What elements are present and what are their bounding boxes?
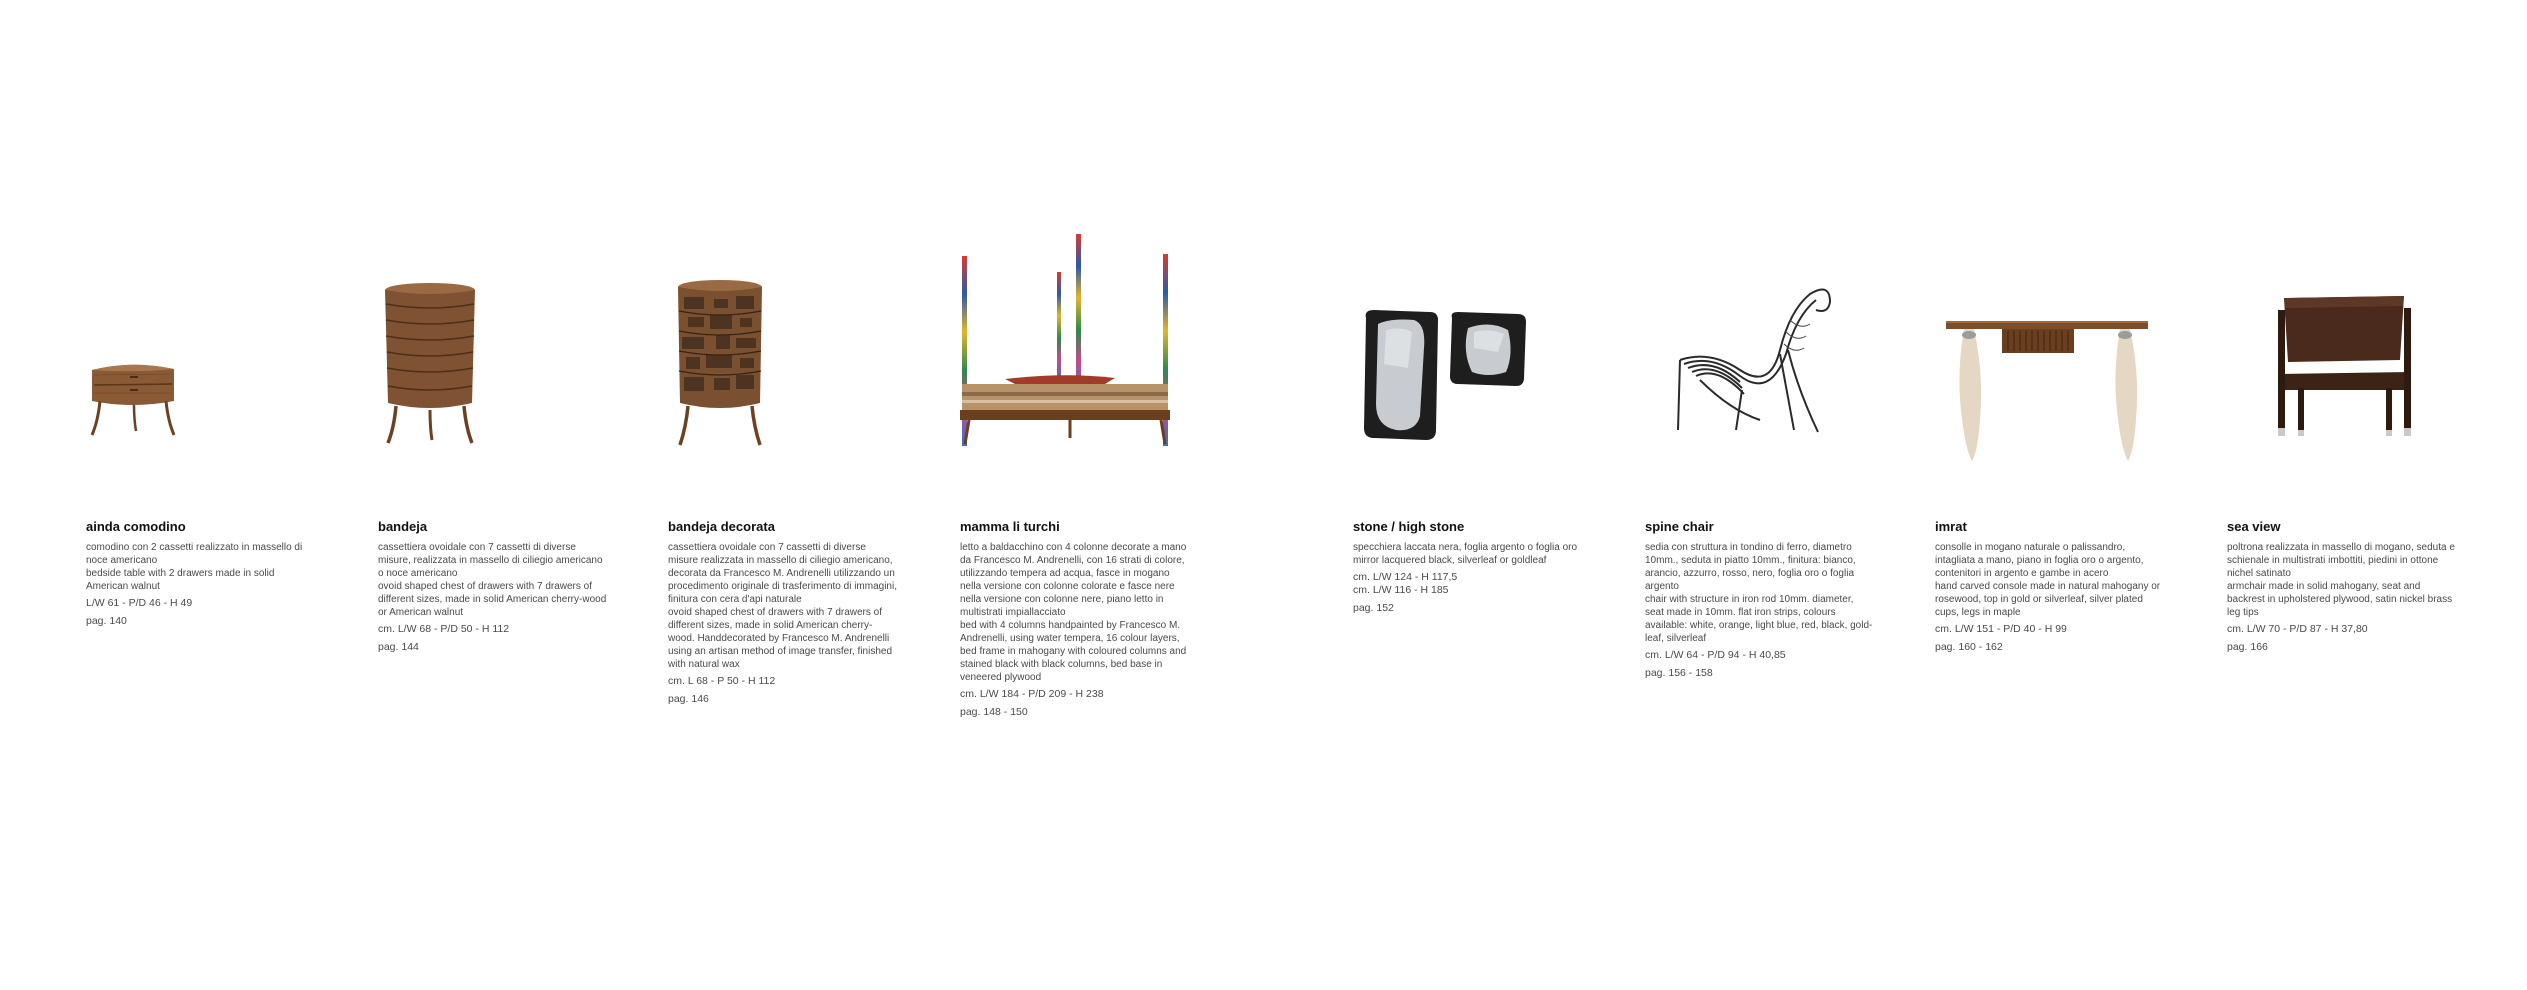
product-dimensions: cm. L/W 151 - P/D 40 - H 99: [1935, 623, 2067, 635]
oval-chest-of-drawers-image: [380, 278, 480, 448]
product-dimensions: cm. L/W 68 - P/D 50 - H 112: [378, 623, 510, 635]
product-description-en: chair with structure in iron rod 10mm. diameter, seat made in 10mm. flat iron strips, colours available: white, orange, light blue, red, black, gold-leaf, silverleaf: [1645, 594, 1873, 644]
product-name: bandeja: [378, 519, 428, 534]
product-description-en: bedside table with 2 drawers made in solid American walnut: [86, 568, 275, 592]
product-description-en: ovoid shaped chest of drawers with 7 drawers of different sizes, made in solid American cherry-wood. Handdecorated by Francesco M. Andrenelli using an artisan method of image transfer, finished with natural wax: [668, 607, 893, 670]
product-page-ref: pag. 144: [378, 641, 419, 653]
product-description-it: cassettiera ovoidale con 7 cassetti di diverse misure realizzata in massello di ciliegio americano, decorata da Francesco M. Andrenelli utilizzando un procedimento originale di trasferimento di immagini, finitura con cera d'api naturale: [668, 542, 897, 605]
product-dimensions: cm. L 68 - P 50 - H 112: [668, 675, 776, 687]
product-name: mamma li turchi: [960, 519, 1060, 534]
black-mirrors-image: [1360, 308, 1530, 443]
product-description-it: comodino con 2 cassetti realizzato in massello di noce americano: [86, 542, 303, 566]
product-page-ref: pag. 166: [2227, 641, 2268, 653]
iron-spine-chair-image: [1670, 280, 1840, 440]
product-page-ref: pag. 148 - 150: [960, 706, 1028, 718]
product-description-en: hand carved console made in natural mahogany or rosewood, top in gold or silverleaf, silver plated cups, legs in maple: [1935, 581, 2161, 618]
product-name: spine chair: [1645, 519, 1714, 534]
product-page-ref: pag. 156 - 158: [1645, 667, 1713, 679]
product-dimensions: L/W 61 - P/D 46 - H 49: [86, 597, 193, 609]
product-dimensions: cm. L/W 64 - P/D 94 - H 40,85: [1645, 649, 1786, 661]
product-name: imrat: [1935, 519, 1967, 534]
product-dimensions: cm. L/W 70 - P/D 87 - H 37,80: [2227, 623, 2368, 635]
product-description-it: poltrona realizzata in massello di mogano, seduta e schienale in multistrati imbottiti, piedini in ottone nichel satinato: [2227, 542, 2455, 579]
product-page-ref: pag. 140: [86, 615, 127, 627]
product-name: sea view: [2227, 519, 2281, 534]
decorated-chest-of-drawers-image: [670, 275, 770, 450]
product-description-en: ovoid shaped chest of drawers with 7 drawers of different sizes, made in solid American cherry-wood or American walnut: [378, 581, 607, 618]
product-page-ref: pag. 152: [1353, 602, 1394, 614]
product-description-it: sedia con struttura in tondino di ferro, diametro 10mm., seduta in piatto 10mm., finitura: bianco, arancio, azzurro, rosso, nero, foglia oro o foglia argento: [1645, 542, 1856, 592]
product-info-imrat: [1935, 519, 2165, 654]
product-description-en: mirror lacquered black, silverleaf or goldleaf: [1353, 555, 1547, 566]
product-name: ainda comodino: [86, 519, 186, 534]
product-name: stone / high stone: [1353, 519, 1465, 534]
four-poster-bed-image: [955, 232, 1185, 454]
product-description-it: specchiera laccata nera, foglia argento o foglia oro: [1353, 542, 1578, 553]
product-page-ref: pag. 160 - 162: [1935, 641, 2003, 653]
product-info-spine-chair: [1645, 519, 1875, 680]
product-description-en: armchair made in solid mahogany, seat and backrest in upholstered plywood, satin nickel brass leg tips: [2227, 581, 2453, 618]
product-info-bandeja-decorata: [668, 519, 898, 706]
product-info-ainda-comodino: [86, 519, 316, 628]
product-dimensions-alt: cm. L/W 116 - H 185: [1353, 584, 1449, 596]
product-info-mamma-li-turchi: [960, 519, 1190, 719]
product-info-bandeja: [378, 519, 608, 654]
product-page-ref: pag. 146: [668, 693, 709, 705]
product-description-it: consolle in mogano naturale o palissandro, intagliata a mano, piano in foglia oro o argento, contenitori in argento e gambe in acero: [1935, 542, 2144, 579]
wooden-console-image: [1942, 315, 2152, 465]
walnut-bedside-table-image: [82, 355, 182, 455]
product-name: bandeja decorata: [668, 519, 775, 534]
product-dimensions: cm. L/W 184 - P/D 209 - H 238: [960, 688, 1104, 700]
product-info-stone-high-stone: [1353, 519, 1583, 615]
product-description-en: bed with 4 columns handpainted by Francesco M. Andrenelli, using water tempera, 16 colour layers, bed frame in mahogany with coloured columns and stained black with black columns, bed base in veneered plywood: [960, 620, 1187, 683]
product-description-it: cassettiera ovoidale con 7 cassetti di diverse misure, realizzata in massello di ciliegio americano o noce americano: [378, 542, 603, 579]
product-description-it: letto a baldacchino con 4 colonne decorate a mano da Francesco M. Andrenelli, con 16 strati di colore, utilizzando tempera ad acqua, fasce in mogano nella versione con colonne colorate e fasce nere nella versione con colonne nere, piano letto in multistrati impiallacciato: [960, 542, 1187, 618]
product-dimensions: cm. L/W 124 - H 117,5: [1353, 571, 1458, 583]
product-info-sea-view: [2227, 519, 2457, 654]
mahogany-armchair-image: [2270, 290, 2420, 445]
